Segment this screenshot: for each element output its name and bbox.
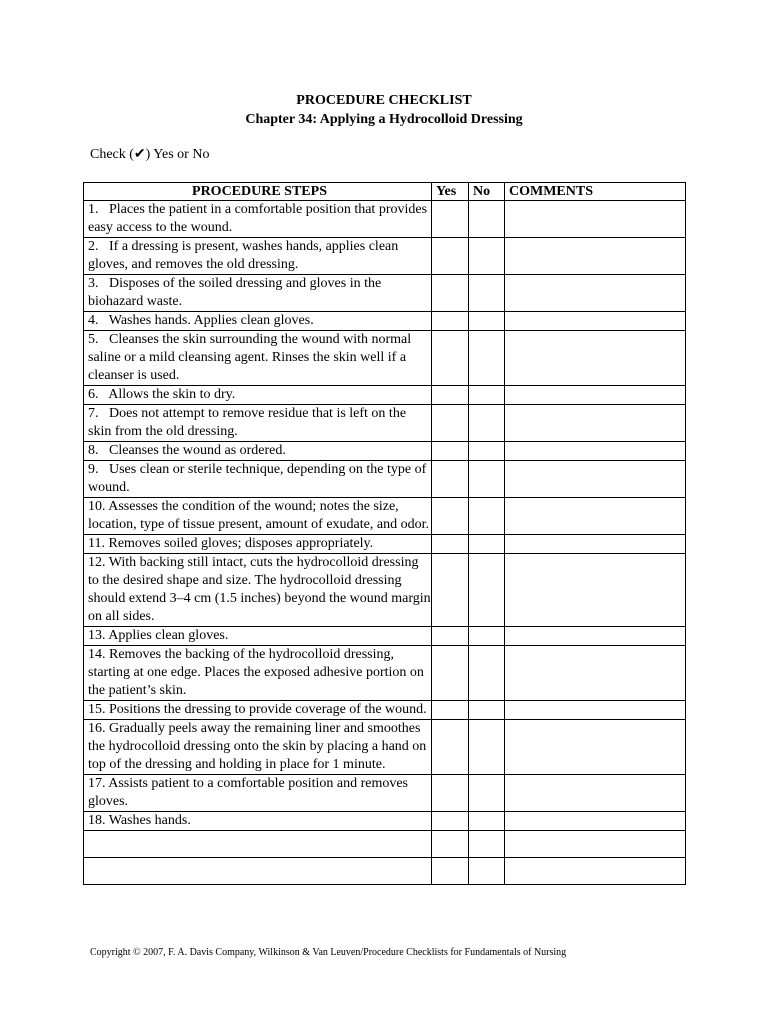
comments-cell[interactable]: [505, 312, 686, 331]
comments-cell[interactable]: [505, 535, 686, 554]
table-row: [84, 775, 686, 812]
empty-step-cell[interactable]: [84, 858, 432, 885]
table-row: [84, 312, 686, 331]
comments-cell[interactable]: [505, 275, 686, 312]
yes-check-cell[interactable]: [432, 405, 469, 442]
procedure-step-text: 3. Disposes of the soiled dressing and gloves in the biohazard waste.: [84, 275, 432, 312]
table-row: [84, 201, 686, 238]
no-check-cell[interactable]: [469, 554, 505, 627]
table-row: [84, 405, 686, 442]
page-subtitle: Chapter 34: Applying a Hydrocolloid Dressing: [245, 112, 523, 127]
no-check-cell[interactable]: [469, 831, 505, 858]
no-check-cell[interactable]: [469, 775, 505, 812]
comments-cell[interactable]: [505, 775, 686, 812]
yes-check-cell[interactable]: [432, 331, 469, 386]
yes-check-cell[interactable]: [432, 858, 469, 885]
comments-cell[interactable]: [505, 201, 686, 238]
table-row: [84, 275, 686, 312]
procedure-step-text: 9. Uses clean or sterile technique, depending on the type of wound.: [84, 461, 432, 498]
empty-row: [84, 858, 686, 885]
table-row: [84, 498, 686, 535]
no-check-cell[interactable]: [469, 405, 505, 442]
table-row: [84, 646, 686, 701]
no-check-cell[interactable]: [469, 858, 505, 885]
procedure-step-text: 11. Removes soiled gloves; disposes appropriately.: [84, 535, 432, 554]
yes-check-cell[interactable]: [432, 275, 469, 312]
table-row: [84, 720, 686, 775]
procedure-step-text: 16. Gradually peels away the remaining liner and smoothes the hydrocolloid dressing onto the skin by placing a hand on top of the dressing and holding in place for 1 minute.: [84, 720, 432, 775]
comments-cell[interactable]: [505, 812, 686, 831]
yes-check-cell[interactable]: [432, 646, 469, 701]
yes-check-cell[interactable]: [432, 238, 469, 275]
empty-step-cell[interactable]: [84, 831, 432, 858]
comments-cell[interactable]: [505, 405, 686, 442]
procedure-checklist-table: [83, 182, 686, 885]
no-check-cell[interactable]: [469, 720, 505, 775]
column-header-no: No: [469, 183, 505, 201]
comments-cell[interactable]: [505, 331, 686, 386]
procedure-step-text: 4. Washes hands. Applies clean gloves.: [84, 312, 432, 331]
no-check-cell[interactable]: [469, 461, 505, 498]
no-check-cell[interactable]: [469, 646, 505, 701]
table-row: [84, 554, 686, 627]
procedure-step-text: 8. Cleanses the wound as ordered.: [84, 442, 432, 461]
yes-check-cell[interactable]: [432, 201, 469, 238]
no-check-cell[interactable]: [469, 238, 505, 275]
no-check-cell[interactable]: [469, 535, 505, 554]
instruction-text: Check (✔) Yes or No: [90, 147, 210, 162]
no-check-cell[interactable]: [469, 627, 505, 646]
yes-check-cell[interactable]: [432, 627, 469, 646]
table-row: [84, 238, 686, 275]
yes-check-cell[interactable]: [432, 535, 469, 554]
comments-cell[interactable]: [505, 442, 686, 461]
table-header-row: [84, 183, 686, 201]
page-title: PROCEDURE CHECKLIST: [296, 93, 472, 108]
table-row: [84, 627, 686, 646]
column-header-yes: Yes: [432, 183, 469, 201]
procedure-step-text: 10. Assesses the condition of the wound; notes the size, location, type of tissue present, amount of exudate, and odor.: [84, 498, 432, 535]
procedure-step-text: 6. Allows the skin to dry.: [84, 386, 432, 405]
no-check-cell[interactable]: [469, 701, 505, 720]
yes-check-cell[interactable]: [432, 312, 469, 331]
no-check-cell[interactable]: [469, 275, 505, 312]
procedure-step-text: 18. Washes hands.: [84, 812, 432, 831]
yes-check-cell[interactable]: [432, 720, 469, 775]
table-row: [84, 442, 686, 461]
comments-cell[interactable]: [505, 386, 686, 405]
yes-check-cell[interactable]: [432, 701, 469, 720]
no-check-cell[interactable]: [469, 812, 505, 831]
comments-cell[interactable]: [505, 627, 686, 646]
table-row: [84, 812, 686, 831]
procedure-step-text: 13. Applies clean gloves.: [84, 627, 432, 646]
yes-check-cell[interactable]: [432, 442, 469, 461]
table-row: [84, 701, 686, 720]
comments-cell[interactable]: [505, 701, 686, 720]
empty-row: [84, 831, 686, 858]
no-check-cell[interactable]: [469, 201, 505, 238]
procedure-step-text: 7. Does not attempt to remove residue that is left on the skin from the old dressing.: [84, 405, 432, 442]
yes-check-cell[interactable]: [432, 461, 469, 498]
table-row: [84, 535, 686, 554]
comments-cell[interactable]: [505, 831, 686, 858]
procedure-step-text: 2. If a dressing is present, washes hands, applies clean gloves, and removes the old dressing.: [84, 238, 432, 275]
yes-check-cell[interactable]: [432, 498, 469, 535]
no-check-cell[interactable]: [469, 498, 505, 535]
procedure-step-text: 14. Removes the backing of the hydrocolloid dressing, starting at one edge. Places the exposed adhesive portion on the patient’s skin.: [84, 646, 432, 701]
procedure-step-text: 1. Places the patient in a comfortable position that provides easy access to the wound.: [84, 201, 432, 238]
table-row: [84, 461, 686, 498]
comments-cell[interactable]: [505, 238, 686, 275]
comments-cell[interactable]: [505, 554, 686, 627]
comments-cell[interactable]: [505, 646, 686, 701]
no-check-cell[interactable]: [469, 386, 505, 405]
no-check-cell[interactable]: [469, 442, 505, 461]
copyright-footer: Copyright © 2007, F. A. Davis Company, Wilkinson & Van Leuven/Procedure Checklists for Fundamentals of Nursing: [90, 947, 567, 958]
no-check-cell[interactable]: [469, 331, 505, 386]
procedure-step-text: 17. Assists patient to a comfortable position and removes gloves.: [84, 775, 432, 812]
comments-cell[interactable]: [505, 720, 686, 775]
yes-check-cell[interactable]: [432, 831, 469, 858]
column-header-procedure-steps: PROCEDURE STEPS: [84, 183, 432, 201]
yes-check-cell[interactable]: [432, 812, 469, 831]
comments-cell[interactable]: [505, 498, 686, 535]
table-row: [84, 331, 686, 386]
no-check-cell[interactable]: [469, 312, 505, 331]
procedure-step-text: 12. With backing still intact, cuts the hydrocolloid dressing to the desired shape and size. The hydrocolloid dressing should extend 3–4 cm (1.5 inches) beyond the wound margin on all sides.: [84, 554, 432, 627]
yes-check-cell[interactable]: [432, 554, 469, 627]
table-row: [84, 386, 686, 405]
yes-check-cell[interactable]: [432, 386, 469, 405]
procedure-step-text: 15. Positions the dressing to provide coverage of the wound.: [84, 701, 432, 720]
column-header-comments: COMMENTS: [505, 183, 686, 201]
yes-check-cell[interactable]: [432, 775, 469, 812]
comments-cell[interactable]: [505, 461, 686, 498]
procedure-step-text: 5. Cleanses the skin surrounding the wound with normal saline or a mild cleansing agent. Rinses the skin well if a cleanser is used.: [84, 331, 432, 386]
comments-cell[interactable]: [505, 858, 686, 885]
